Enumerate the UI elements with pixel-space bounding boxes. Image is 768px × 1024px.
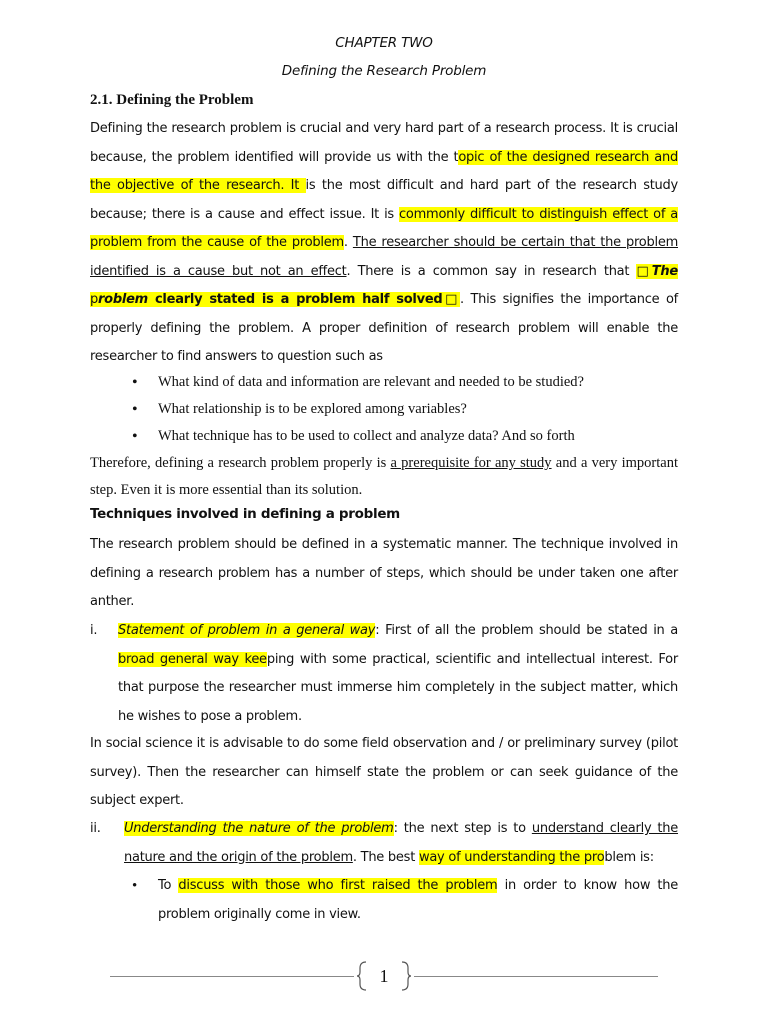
list-item: • What kind of data and information are relevant and needed to be studied? — [130, 369, 678, 396]
sub-bullet-item — [130, 872, 678, 929]
highlighted-text: commonly difficult to distinguish effect of a problem from the cause of the problem — [90, 206, 678, 250]
text-run: : the next step is to — [393, 821, 532, 836]
highlighted-text: Statement of problem in a general way — [118, 623, 376, 638]
techniques-heading: Techniques involved in defining a problem — [90, 506, 400, 522]
page-number: 1 — [379, 966, 389, 986]
highlighted-text: Understanding the nature of the problem — [124, 821, 394, 836]
question-bullet-list — [130, 369, 678, 450]
underlined-text: The researcher should be certain that the problem identified is a cause but not an effect — [90, 235, 678, 279]
text-run: . — [343, 235, 353, 250]
highlighted-text: discuss with those who first raised the problem — [178, 878, 498, 893]
text-run: . There is a common say in research that — [346, 263, 637, 279]
text-run: Therefore, defining a research problem properly is — [90, 455, 391, 471]
underlined-text: understand clearly the nature and the origin of the problem — [124, 821, 679, 865]
techniques-paragraph: The research problem should be defined in a systematic manner. The technique involved in defining a research problem has a number of steps, which should be under taken one after anther. — [90, 537, 678, 609]
text-run: : First of all the problem should be stated in a — [375, 623, 678, 638]
highlighted-quote-text: The — [651, 263, 678, 279]
footer-divider-left — [110, 976, 354, 977]
therefore-paragraph — [90, 450, 678, 503]
footer-divider-right — [414, 976, 658, 977]
underlined-text: a prerequisite for any study — [390, 455, 552, 471]
highlighted-text: opic of the designed research and the objective of the research. It — [90, 149, 678, 193]
item-body — [158, 872, 678, 929]
chapter-title: CHAPTER TWO — [335, 35, 433, 51]
text-run: blem is: — [604, 849, 654, 865]
text-run: in order to know how the problem originally come in view. — [158, 878, 679, 922]
text-run: Defining the research problem is crucial and very hard part of a research process. It is crucial because, the problem identified will provide us with the t — [90, 121, 678, 165]
highlighted-text: way of understanding the pro — [418, 849, 605, 865]
section-heading: 2.1. Defining the Problem — [90, 92, 254, 108]
item-body — [118, 617, 678, 731]
highlighted-text: broad general way kee — [118, 651, 267, 667]
highlighted-quote-text: clearly stated is a problem half solved□ — [147, 292, 460, 307]
highlighted-quote-mark: □ — [636, 263, 652, 279]
item-number: i. — [90, 623, 98, 638]
text-run: is the most difficult and hard part of the research study because; there is a cause and effect issue. It is — [90, 178, 678, 222]
chapter-subtitle: Defining the Research Problem — [281, 63, 487, 79]
item-number: ii. — [90, 821, 101, 836]
list-item: • What relationship is to be explored among variables? — [130, 396, 678, 423]
highlighted-quote-text: roblem — [98, 292, 148, 307]
item-body — [124, 815, 678, 872]
text-run: . The best — [352, 849, 419, 865]
intro-paragraph — [90, 115, 678, 372]
list-item: • What technique has to be used to collect and analyze data? And so forth — [130, 423, 678, 450]
highlighted-quote-text: p — [90, 292, 99, 307]
text-run: ping with some practical, scientific and intellectual interest. For that purpose the researcher must immerse him completely in the subject matter, which he wishes to pose a problem. — [118, 651, 678, 724]
text-run: . This signifies the importance of properly defining the problem. A proper definition of research problem will enable the researcher to find answers to question such as — [90, 292, 679, 364]
text-run: To — [158, 878, 179, 893]
bullet-icon: • — [132, 878, 138, 894]
text-run: and a very important step. Even it is more essential than its solution. — [90, 455, 678, 498]
social-science-paragraph: In social science it is advisable to do some field observation and / or preliminary survey (pilot survey). Then the researcher can himself state the problem or can seek guidance of the subject expert. — [90, 736, 678, 808]
